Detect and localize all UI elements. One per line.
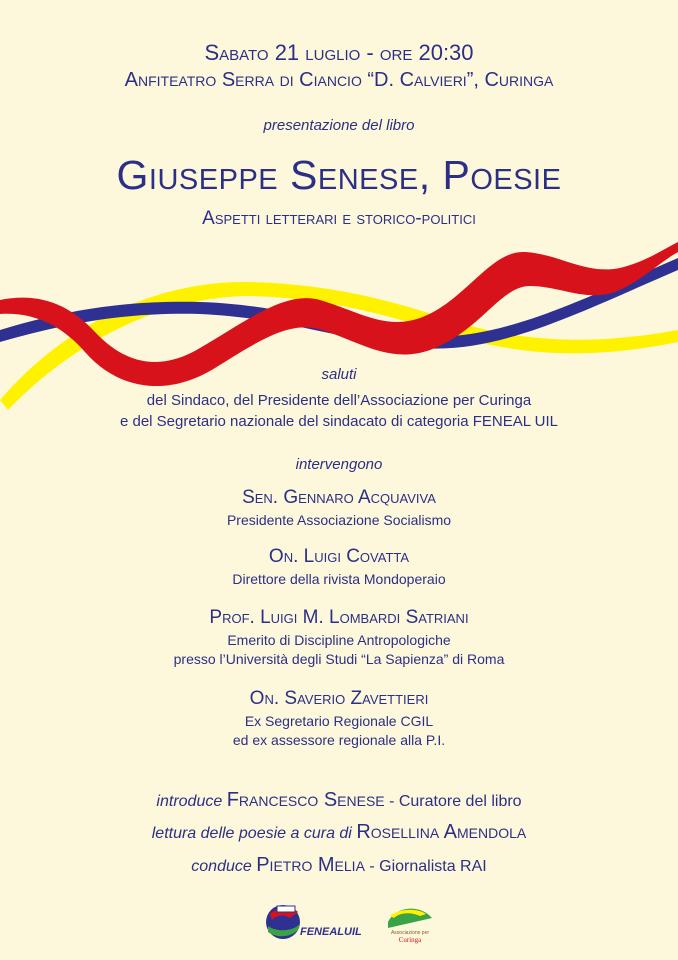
event-date: Sabato 21 luglio - ore 20:30	[204, 40, 474, 65]
speakers-heading: intervengono	[295, 456, 383, 473]
speaker-name: On. Saverio Zavettieri	[249, 688, 429, 709]
speaker-role: Ex Segretario Regionale CGIL	[244, 713, 434, 729]
credit-label: introduce	[156, 793, 223, 810]
speaker-role: Direttore della rivista Mondoperaio	[232, 571, 446, 587]
greetings-line-1: del Sindaco, del Presidente dell’Associazione per Curinga	[146, 392, 532, 409]
speaker-name: Sen. Gennaro Acquaviva	[242, 487, 436, 508]
speaker-role: Presidente Associazione Socialismo	[226, 512, 452, 528]
credit-name: Francesco Senese	[226, 789, 385, 811]
speaker-role: ed ex assessore regionale alla P.I.	[232, 732, 446, 748]
credit-name: Pietro Melia	[256, 854, 365, 876]
credit-conduce	[0, 855, 678, 877]
event-venue: Anfiteatro Serra di Ciancio “D. Calvieri”, Curinga	[124, 69, 554, 91]
speaker-name: On. Luigi Covatta	[268, 546, 410, 567]
book-subtitle: Aspetti letterari e storico-politici	[202, 208, 476, 229]
credit-role: - Curatore del libro	[384, 793, 522, 810]
greetings-line-2: e del Segretario nazionale del sindacato di categoria FENEAL UIL	[119, 413, 559, 430]
speaker-role: Emerito di Discipline Antropologiche	[227, 632, 451, 648]
assoc-logo-line-1: Associazione per	[390, 930, 430, 936]
sponsor-logos	[0, 895, 678, 950]
book-intro: presentazione del libro	[263, 117, 415, 134]
credit-role: - Giornalista RAI	[364, 858, 487, 875]
book-title: Giuseppe Senese, Poesie	[116, 152, 562, 198]
feneal-logo-text: FENEALUIL	[300, 926, 362, 938]
credit-reading	[0, 822, 678, 844]
greetings-heading: saluti	[321, 366, 357, 383]
feneal-uil-logo	[266, 905, 362, 939]
credit-name: Rosellina Amendola	[356, 821, 527, 843]
assoc-logo-line-2: Curinga	[398, 936, 422, 944]
credit-introduce	[0, 790, 678, 812]
credit-label: lettura delle poesie a cura di	[151, 825, 352, 842]
credit-label: conduce	[191, 858, 252, 875]
speaker-name: Prof. Luigi M. Lombardi Satriani	[209, 607, 469, 628]
speaker-role: presso l’Università degli Studi “La Sapienza” di Roma	[173, 651, 505, 667]
associazione-curinga-logo	[388, 909, 432, 944]
